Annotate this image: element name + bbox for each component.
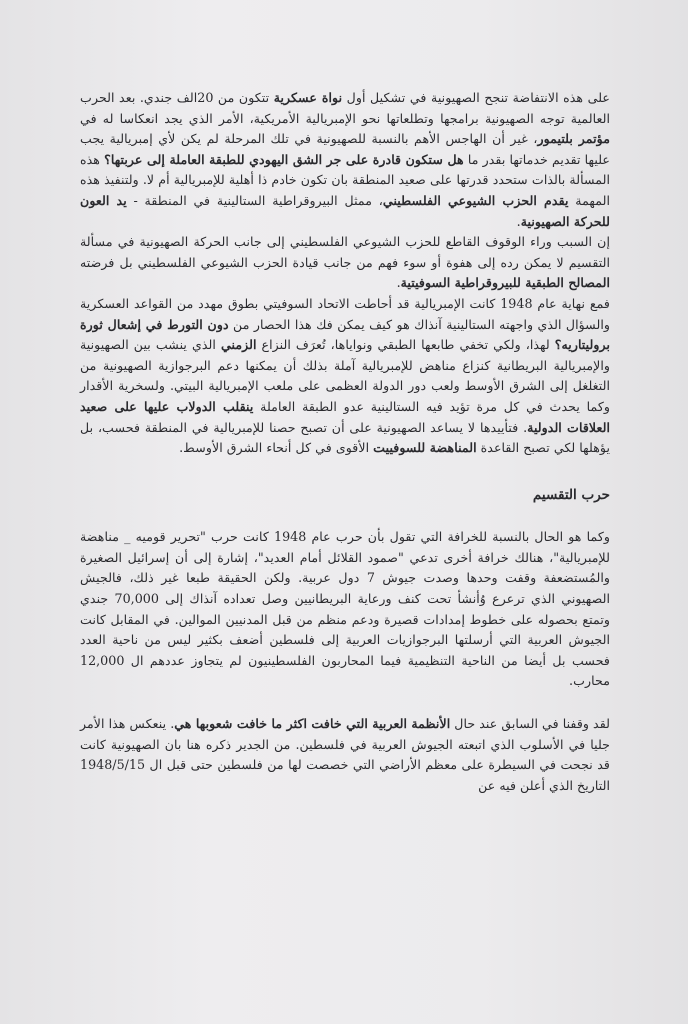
text-run: إن السبب وراء الوقوف القاطع للحزب الشيوعي الفلسطيني إلى جانب الحركة الصهيونية في مسألة التقسيم لا يمكن رده إلى هفوة أو سوء فهم من جانب قيادة الحزب الشيوعي الفلسطيني بل فرضته <box>80 234 610 270</box>
text-run: هذه المسألة بالذات ستحدد قدرتها على صعيد المنطقة بان تكون خادم ذا أهلية للإمبريالية أم لا. ولتنفيذ هذه المهمة <box>80 151 611 208</box>
text-run: . فتأييدها لا يساعد الصهيونية على أن تصبح حصنا للإمبريالية في المنطقة فحسب، بل يؤهلها لكي تصبح القاعدة <box>80 419 610 456</box>
bold-run: نواة عسكرية <box>273 90 343 105</box>
bold-run: الأنظمة العربية التي خافت اكثر ما خافت شعوبها هي <box>174 716 451 732</box>
text-run: لقد وقفنا في السابق عند حال <box>450 716 610 732</box>
paragraph-soviet-siege <box>80 294 610 459</box>
bold-run: يقدم الحزب الشيوعي الفلسطيني <box>382 192 569 208</box>
paragraph-arab-regimes <box>80 714 610 796</box>
bold-run: هل ستكون قادرة على جر الشق اليهودي للطبقة العاملة إلى عربتها؟ <box>104 151 464 167</box>
document-body <box>80 88 610 796</box>
text-run: الأقوى في كل أنحاء الشرق الأوسط. <box>179 440 374 456</box>
text-run: . <box>396 275 401 291</box>
text-run: . ينعكس هذا الأمر جليا في الأسلوب الذي اتبعته الجيوش العربية في فلسطين. من الجدير ذكره هنا بان الصهيونية كانت قد نجحت في السيطرة على معظم الأراضي التي خصصت لها من فلسطين حتى قبل ال 1948/5/15 التاريخ الذي أعلن فيه عن <box>80 716 610 793</box>
paragraph-1948-war-myth <box>80 527 610 692</box>
bold-run: الزمني <box>220 337 257 353</box>
bold-run: المصالح الطبقية للبيروقراطية السوفيتية <box>400 275 610 291</box>
paragraph-communist-party-reason <box>80 232 610 294</box>
text-run: وكما هو الحال بالنسبة للخرافة التي تقول بأن حرب عام 1948 كانت حرب "تحرير قوميه _ مناهضة للإمبريالية"، هنالك خرافة أخرى تدعي "صمود القلائل أمام العديد"، إشارة إلى أن إسرائيل الصغيرة والمُستضعفة وقفت وحدها وصدت جيوش 7 دول عربية. ولكن الحقيقة طبعا غير ذلك، فالجيش الصهيوني الذي ترعرع وُأنشأ تحت كنف ورعاية البريطانيين وصل تعداده آنذاك إلى 70,000 جندي وتمتع بحصوله على خطوط إمدادات قصيرة ودعم منظم من قبل المدنيين الموالين. في المقابل كانت الجيوش العربية التي أرسلتها البرجوازيات العربية إلى فلسطين أضعف بكثير ليس من ناحية العدد فحسب بل أيضا من الناحية التنظيمية فيما المحاربون الفلسطينيون لم يتجاوز عددهم ال 12,000 محارب. <box>80 529 611 689</box>
paragraph-zionist-military-nucleus <box>80 88 610 232</box>
text-run: فمع نهاية عام 1948 كانت الإمبريالية قد أحاطت الاتحاد السوفيتي بطوق مهدد من القواعد العسكرية والسؤال الذي واجهته الستالينية آنذاك هو كيف يمكن فك هذا الحصار من <box>80 295 610 332</box>
text-run: ، ممثل البيروقراطية الستالينية في المنطقة - <box>126 192 383 208</box>
bold-run: دون التورط في إشعال ثورة بروليتاريه؟ <box>80 316 610 353</box>
text-run: ، غير أن الهاجس الأهم بالنسبة للصهيونية في تلك المرحلة لم يكن لأي إمبريالية يجب عليها تقديم خدماتها بقدر ما <box>80 131 610 167</box>
bold-run: ينقلب الدولاب عليها على صعيد العلاقات الدولية <box>80 398 610 435</box>
bold-run: المناهضة للسوفييت <box>373 440 477 456</box>
section-heading: حرب التقسيم <box>532 486 610 503</box>
text-run: الذي ينشب بين الصهيونية والإمبريالية البريطانية كنزاع مناهض للإمبريالية آملة بذلك أن يمكنها دعم البرجوازية الصهيونية من التغلغل إلى الشرق الأوسط ولعب دور الدولة العظمى على ملعب الإمبريالية البيتي. ولسخرية الأقدار وكما يحدث في كل مرة تؤيد فيه الستالينية عدو الطبقة العاملة <box>80 337 610 414</box>
text-run: تتكون من 20الف جندي. بعد الحرب العالمية توجه الصهيونية برامجها وتطلعاتها نحو الإمبريالية الأمريكية، الأمر الذي يجد انعكاسا له في <box>80 90 610 126</box>
text-run: . <box>516 213 521 229</box>
bold-run: يد العون للحركة الصهيونية <box>80 192 610 229</box>
bold-run: مؤتمر بلتيمور <box>537 131 610 147</box>
text-run: لهذا، ولكي تخفي طابعها الطبقي ونواياها، تُعرَف النزاع <box>256 337 555 353</box>
text-run: على هذه الانتفاضة تنجح الصهيونية في تشكيل أول <box>342 90 611 105</box>
